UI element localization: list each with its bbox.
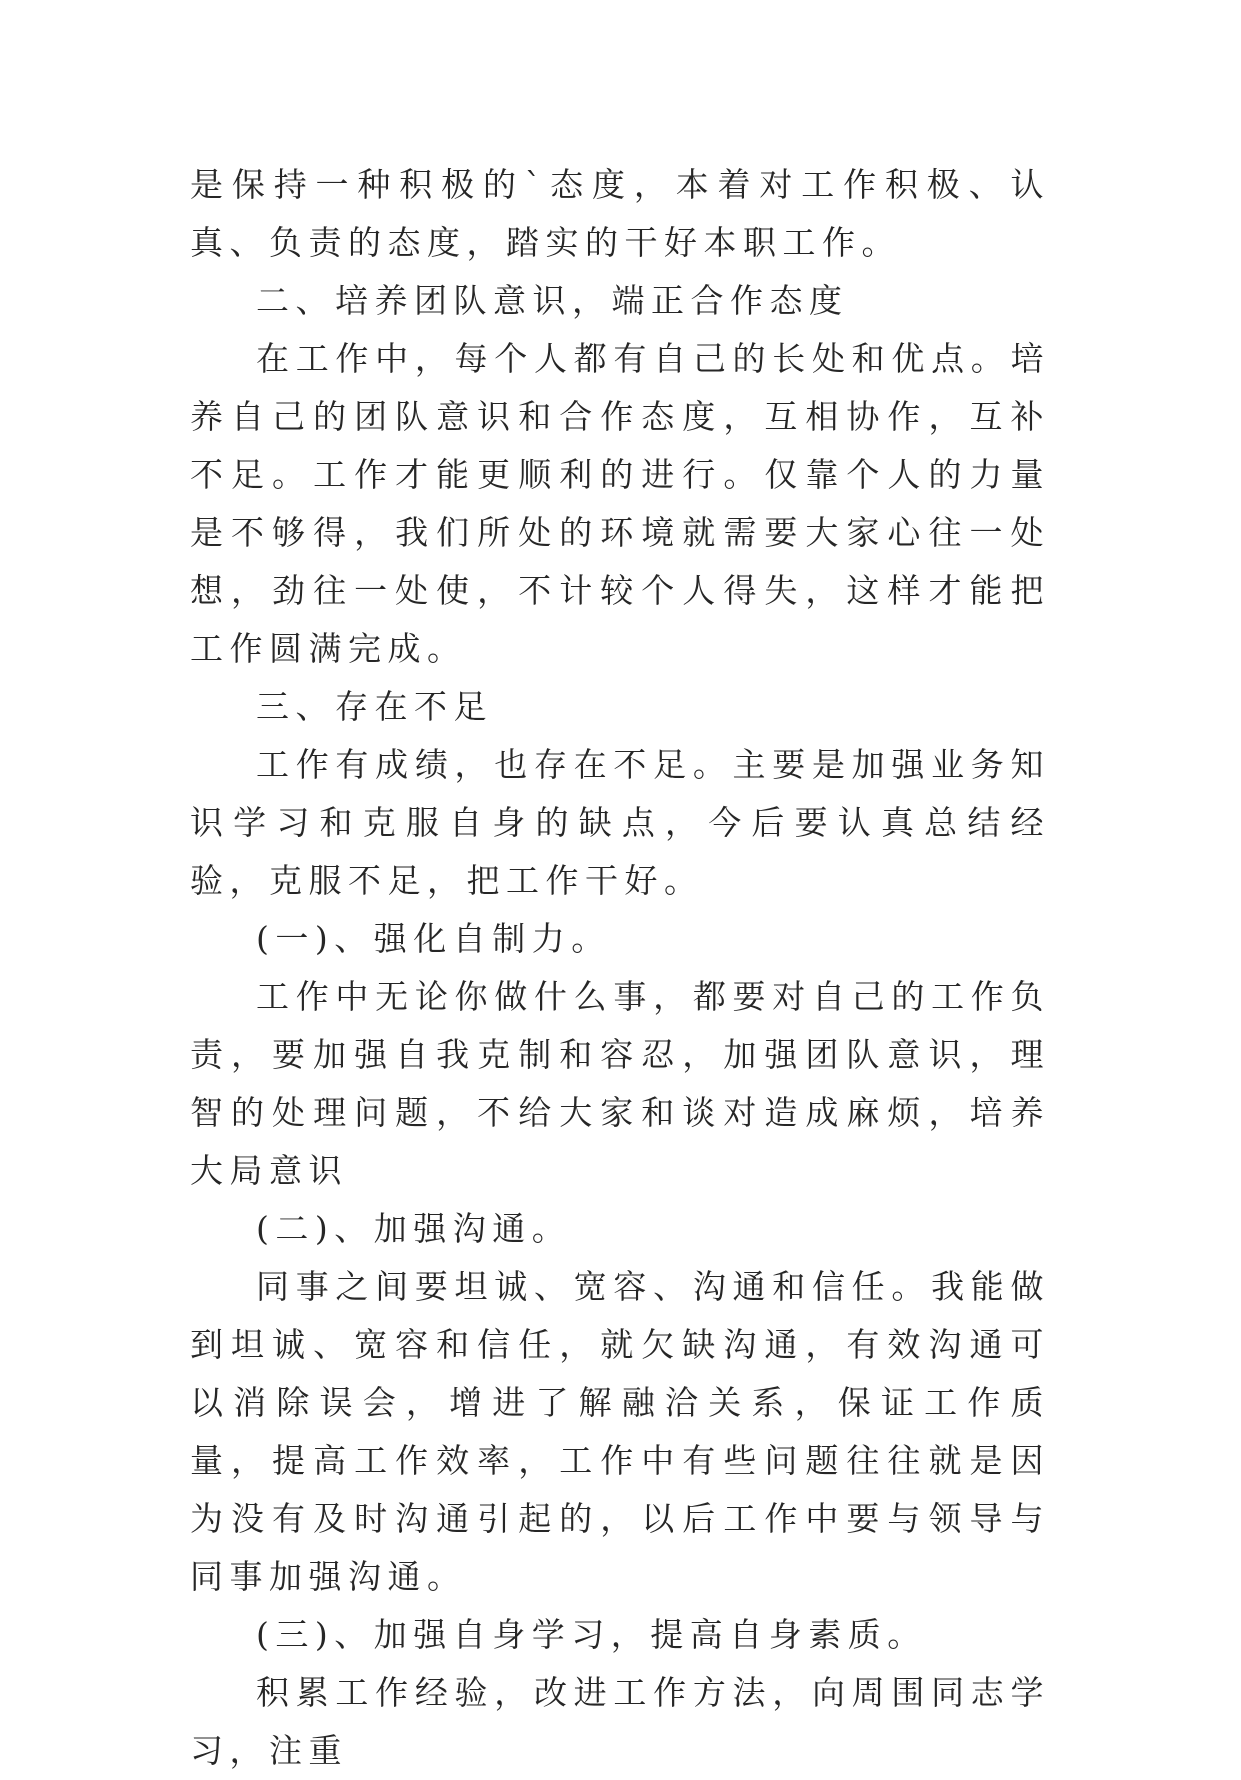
- paragraph-continuation: 是保持一种积极的`态度，本着对工作积极、认真、负责的态度，踏实的干好本职工作。: [190, 165, 1050, 262]
- paragraph-communication: 同事之间要坦诚、宽容、沟通和信任。我能做到坦诚、宽容和信任，就欠缺沟通，有效沟通可以消除误会，增进了解融洽关系，保证工作质量，提高工作效率，工作中有些问题往往就是因为没有及时沟通引起的，以后工作中要与领导与同事加强沟通。: [190, 1267, 1050, 1596]
- document-body: [190, 156, 1050, 1780]
- section-heading-teamwork: 二、培养团队意识，端正合作态度: [256, 281, 849, 320]
- paragraph-self-control: 工作中无论你做什么事，都要对自己的工作负责，要加强自我克制和容忍，加强团队意识，理智的处理问题，不给大家和谈对造成麻烦，培养大局意识: [190, 977, 1050, 1190]
- subheading-self-control: (一)、强化自制力。: [256, 919, 611, 958]
- section-heading-shortcomings: 三、存在不足: [256, 687, 493, 726]
- paragraph-self-study: 积累工作经验，改进工作方法，向周围同志学习，注重: [190, 1673, 1050, 1770]
- paragraph-shortcomings: 工作有成绩，也存在不足。主要是加强业务知识学习和克服自身的缺点，今后要认真总结经验，克服不足，把工作干好。: [190, 745, 1050, 900]
- subheading-self-study: (三)、加强自身学习，提高自身素质。: [256, 1615, 927, 1654]
- subheading-communication: (二)、加强沟通。: [256, 1209, 572, 1248]
- paragraph-teamwork: 在工作中，每个人都有自己的长处和优点。培养自己的团队意识和合作态度，互相协作，互补不足。工作才能更顺利的进行。仅靠个人的力量是不够得，我们所处的环境就需要大家心往一处想，劲往一处使，不计较个人得失，这样才能把工作圆满完成。: [190, 339, 1050, 668]
